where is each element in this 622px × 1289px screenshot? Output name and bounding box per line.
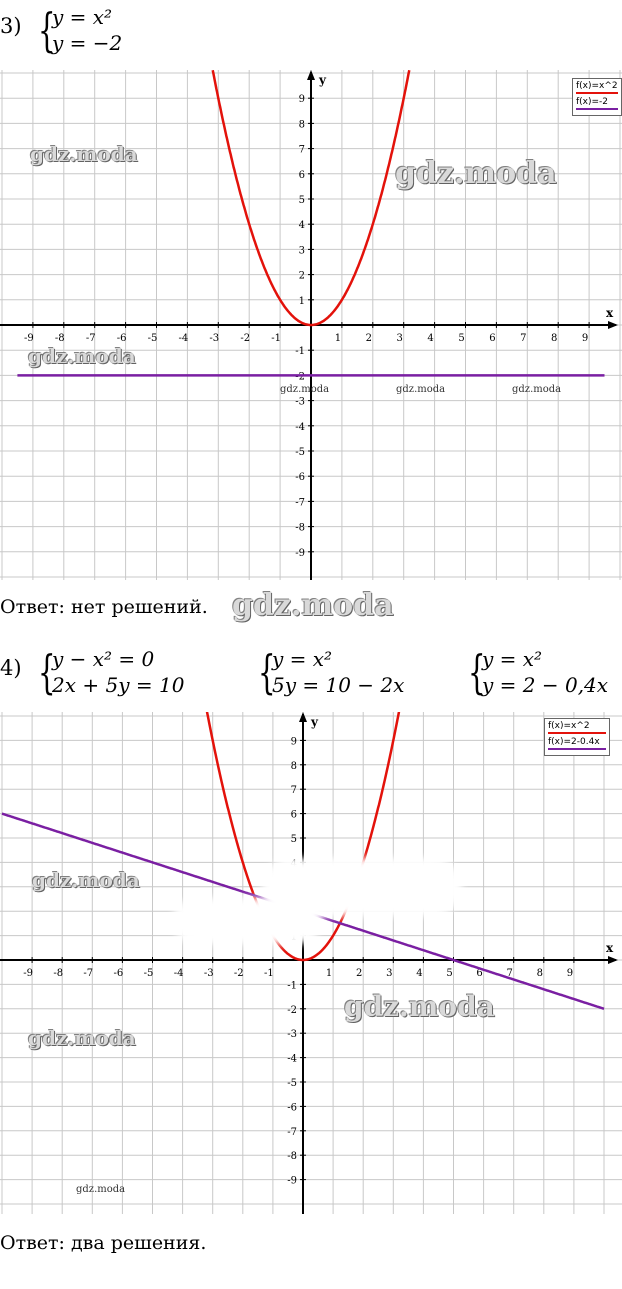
legend-item-2-swatch — [576, 108, 618, 110]
chart-2 — [0, 712, 622, 1214]
y-tick-label: 7 — [290, 785, 297, 797]
y-axis-label: y — [311, 715, 318, 729]
x-axis-arrow — [608, 956, 618, 964]
legend-item-1-label: f(x)=x^2 — [548, 721, 590, 731]
watermark: gdz.moda — [28, 1026, 136, 1050]
x-tick-label: -3 — [209, 333, 220, 344]
problem4-system-3-eq2: y = 2 − 0,4x — [482, 673, 609, 697]
problem4-system-1-eq1: y − x² = 0 — [52, 647, 155, 671]
y-tick-label: 1 — [298, 295, 305, 307]
x-tick-label: -1 — [264, 968, 274, 979]
y-tick-label: 5 — [290, 834, 297, 845]
y-tick-label: -1 — [295, 346, 305, 358]
x-tick-label: 2 — [356, 968, 363, 979]
grid — [0, 712, 622, 1214]
y-tick-label: -6 — [287, 1102, 297, 1114]
chart2-legend — [544, 718, 610, 756]
y-tick-label: -1 — [287, 980, 297, 992]
y-tick-label: -7 — [287, 1126, 297, 1138]
x-tick-label: -8 — [54, 333, 65, 344]
x-tick-label: -3 — [203, 968, 214, 979]
legend-item-2-swatch — [548, 748, 606, 750]
problem4-system-3-eq1: y = x² — [482, 647, 543, 671]
y-axis-arrow — [299, 712, 307, 722]
y-axis-arrow — [307, 70, 315, 80]
x-tick-label: 7 — [520, 333, 527, 344]
watermark-small: gdz.moda — [396, 384, 446, 395]
y-tick-label: -3 — [295, 396, 305, 408]
problem3-answer: Ответ: нет решений. — [0, 596, 208, 618]
chart1-legend — [572, 78, 622, 116]
problem4-system-2: { y = x² 5y = 10 − 2x — [258, 645, 405, 699]
y-tick-label: -4 — [287, 1053, 297, 1065]
x-tick-label: -2 — [240, 333, 251, 344]
problem4-number: 4) — [0, 656, 22, 680]
x-tick-label: 5 — [458, 333, 465, 344]
x-tick-label: 1 — [334, 333, 342, 344]
y-tick-label: 4 — [298, 220, 305, 232]
watermark-small: gdz.moda — [280, 384, 330, 395]
x-tick-label: 8 — [536, 968, 543, 979]
x-tick-label: 9 — [566, 968, 574, 979]
legend-item-1-swatch — [576, 92, 618, 94]
obscured-region — [262, 858, 462, 916]
watermark: gdz.moda — [395, 156, 557, 191]
legend-item-2-label: f(x)=-2 — [576, 97, 609, 107]
y-tick-label: 8 — [290, 760, 297, 772]
x-tick-label: -7 — [83, 968, 94, 979]
x-tick-label: 3 — [396, 333, 403, 344]
x-tick-label: 4 — [427, 333, 434, 344]
legend-item-1-swatch — [548, 732, 606, 734]
x-tick-label: -6 — [116, 333, 127, 344]
y-tick-label: -3 — [287, 1029, 297, 1041]
y-tick-label: 5 — [298, 195, 305, 206]
y-tick-label: -7 — [295, 497, 305, 509]
x-tick-label: -9 — [24, 333, 34, 344]
problem3-eq2: y = −2 — [52, 31, 123, 55]
y-tick-label: -9 — [295, 547, 305, 559]
problem4-system-1: { y − x² = 0 2x + 5y = 10 — [38, 645, 185, 699]
x-tick-label: -2 — [233, 968, 244, 979]
problem3-eq1: y = x² — [52, 5, 113, 29]
x-tick-label: -4 — [178, 333, 189, 344]
x-tick-label: -8 — [53, 968, 64, 979]
legend-item-1-label: f(x)=x^2 — [576, 81, 618, 91]
y-tick-label: 6 — [298, 169, 305, 181]
watermark: gdz.moda — [344, 990, 495, 1023]
x-tick-label: -7 — [85, 333, 96, 344]
y-tick-label: 7 — [298, 144, 305, 156]
x-axis-label: x — [606, 941, 614, 955]
watermark-small: gdz.moda — [76, 1184, 126, 1195]
x-tick-label: -9 — [23, 968, 33, 979]
y-tick-label: -6 — [295, 472, 305, 484]
y-tick-label: -5 — [287, 1078, 297, 1089]
y-tick-label: 8 — [298, 119, 305, 131]
y-tick-label: -8 — [295, 522, 305, 534]
x-tick-label: 2 — [365, 333, 372, 344]
x-tick-label: 6 — [476, 968, 483, 979]
watermark-small: gdz.moda — [512, 384, 562, 395]
x-tick-label: 9 — [581, 333, 589, 344]
watermark: gdz.moda — [32, 868, 140, 892]
y-tick-label: -8 — [287, 1151, 297, 1163]
problem3-number: 3) — [0, 14, 22, 38]
y-axis-label: y — [319, 73, 326, 87]
problem4-system-2-eq1: y = x² — [272, 647, 333, 671]
x-tick-label: 3 — [386, 968, 393, 979]
watermark: gdz.moda — [28, 344, 136, 368]
y-tick-label: -2 — [295, 371, 305, 383]
x-tick-label: 1 — [325, 968, 333, 979]
x-tick-label: 5 — [446, 968, 453, 979]
watermark: gdz.moda — [232, 588, 394, 623]
x-tick-label: -5 — [143, 968, 154, 979]
y-tick-label: -5 — [295, 447, 305, 458]
x-tick-label: 7 — [506, 968, 513, 979]
legend-item-2-label: f(x)=2-0.4x — [548, 737, 600, 747]
x-tick-label: -5 — [147, 333, 158, 344]
x-tick-label: -1 — [271, 333, 281, 344]
x-tick-label: 6 — [489, 333, 496, 344]
x-axis-arrow — [608, 321, 618, 329]
problem4-system-1-eq2: 2x + 5y = 10 — [52, 673, 185, 697]
problem4-answer: Ответ: два решения. — [0, 1232, 207, 1254]
watermark: gdz.moda — [30, 142, 138, 166]
y-tick-label: 9 — [298, 94, 305, 106]
y-tick-label: 6 — [290, 809, 297, 821]
y-tick-label: 9 — [290, 736, 297, 748]
y-tick-label: -9 — [287, 1175, 297, 1187]
problem4-system-2-eq2: 5y = 10 − 2x — [272, 673, 405, 697]
x-tick-label: -6 — [113, 968, 124, 979]
x-tick-label: 8 — [551, 333, 558, 344]
problem3-system: { y = x² y = −2 — [38, 3, 123, 57]
x-tick-label: 4 — [416, 968, 423, 979]
y-tick-label: -2 — [287, 1004, 297, 1016]
x-axis-label: x — [606, 306, 614, 320]
y-tick-label: -4 — [295, 421, 305, 433]
problem4-system-3: { y = x² y = 2 − 0,4x — [468, 645, 609, 699]
y-tick-label: 2 — [298, 270, 305, 282]
x-tick-label: -4 — [173, 968, 184, 979]
y-tick-label: 3 — [298, 245, 305, 257]
